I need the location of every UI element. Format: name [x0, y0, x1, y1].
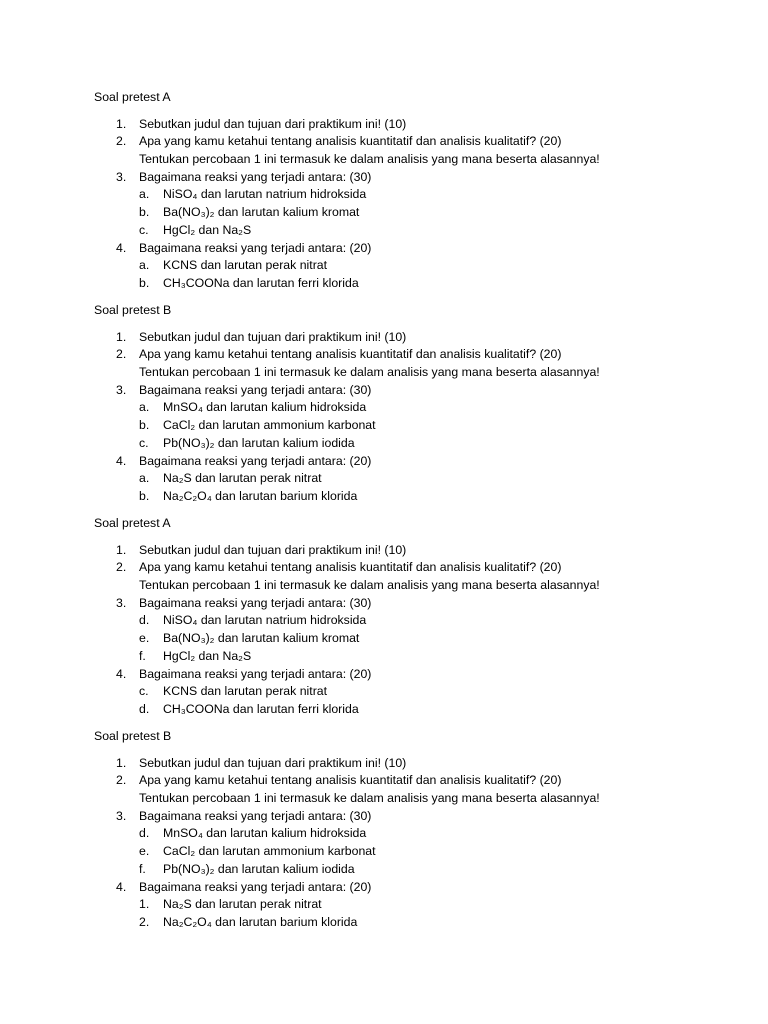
sub-item	[94, 612, 734, 630]
sub-item	[94, 843, 734, 861]
sub-item-label: b.	[139, 205, 150, 220]
sub-item-text: CH₃COONa dan larutan ferri klorida	[163, 701, 359, 716]
question-text: Bagaimana reaksi yang terjadi antara: (20)	[139, 879, 372, 894]
question-number: 2.	[116, 134, 127, 149]
sub-item	[94, 701, 734, 719]
question-item	[94, 595, 734, 613]
sub-item-label: a.	[139, 258, 150, 273]
sub-item-label: e.	[139, 844, 150, 859]
sub-item	[94, 896, 734, 914]
sub-item	[94, 257, 734, 275]
section-pretest	[94, 728, 734, 932]
sub-item-text: MnSO₄ dan larutan kalium hidroksida	[163, 400, 367, 415]
question-list	[94, 116, 734, 293]
sub-item-label: d.	[139, 701, 150, 716]
sub-item-label: 1.	[139, 897, 150, 912]
question-item	[94, 755, 734, 773]
sub-item	[94, 825, 734, 843]
question-list	[94, 755, 734, 932]
question-item	[94, 133, 734, 151]
question-item	[94, 329, 734, 347]
sub-item-label: c.	[139, 222, 149, 237]
sub-item-text: Na₂C₂O₄ dan larutan barium klorida	[163, 914, 358, 929]
section-title: Soal pretest B	[94, 729, 172, 743]
question-number: 3.	[116, 169, 127, 184]
question-text: Sebutkan judul dan tujuan dari praktikum ini! (10)	[139, 755, 407, 770]
question-item	[94, 559, 734, 577]
question-item	[94, 116, 734, 134]
sub-item-text: Ba(NO₃)₂ dan larutan kalium kromat	[163, 631, 360, 646]
sub-item-label: d.	[139, 613, 150, 628]
question-text: Apa yang kamu ketahui tentang analisis kuantitatif dan analisis kualitatif? (20)	[139, 560, 562, 575]
question-text: Sebutkan judul dan tujuan dari praktikum ini! (10)	[139, 116, 407, 131]
question-continuation	[94, 364, 734, 382]
question-number: 3.	[116, 382, 127, 397]
sub-item-label: a.	[139, 471, 150, 486]
sub-item-label: b.	[139, 418, 150, 433]
section-pretest	[94, 515, 734, 719]
question-text: Tentukan percobaan 1 ini termasuk ke dalam analisis yang mana beserta alasannya!	[139, 365, 600, 380]
sub-item	[94, 648, 734, 666]
question-item	[94, 346, 734, 364]
sub-item-label: a.	[139, 187, 150, 202]
sub-item	[94, 417, 734, 435]
sub-item-label: b.	[139, 275, 150, 290]
question-text: Tentukan percobaan 1 ini termasuk ke dalam analisis yang mana beserta alasannya!	[139, 578, 600, 593]
question-text: Bagaimana reaksi yang terjadi antara: (20)	[139, 453, 372, 468]
question-text: Bagaimana reaksi yang terjadi antara: (30)	[139, 595, 372, 610]
question-number: 4.	[116, 879, 127, 894]
sub-item	[94, 275, 734, 293]
question-text: Bagaimana reaksi yang terjadi antara: (20)	[139, 666, 372, 681]
sub-item-label: d.	[139, 826, 150, 841]
sub-item-text: CH₃COONa dan larutan ferri klorida	[163, 275, 359, 290]
question-number: 3.	[116, 595, 127, 610]
question-item	[94, 382, 734, 400]
sub-item	[94, 683, 734, 701]
sub-item-text: HgCl₂ dan Na₂S	[163, 222, 252, 237]
sub-item	[94, 222, 734, 240]
question-continuation	[94, 151, 734, 169]
section-title: Soal pretest A	[94, 516, 171, 530]
sub-item-text: MnSO₄ dan larutan kalium hidroksida	[163, 826, 367, 841]
sub-item-label: f.	[139, 861, 146, 876]
question-text: Bagaimana reaksi yang terjadi antara: (30)	[139, 382, 372, 397]
sub-item-label: 2.	[139, 914, 150, 929]
question-text: Tentukan percobaan 1 ini termasuk ke dalam analisis yang mana beserta alasannya!	[139, 152, 600, 167]
sub-item	[94, 861, 734, 879]
question-number: 2.	[116, 560, 127, 575]
sub-item-text: CaCl₂ dan larutan ammonium karbonat	[163, 418, 376, 433]
question-item	[94, 808, 734, 826]
question-item	[94, 879, 734, 897]
question-text: Apa yang kamu ketahui tentang analisis kuantitatif dan analisis kualitatif? (20)	[139, 773, 562, 788]
question-text: Bagaimana reaksi yang terjadi antara: (20)	[139, 240, 372, 255]
section-pretest	[94, 302, 734, 506]
question-text: Sebutkan judul dan tujuan dari praktikum ini! (10)	[139, 329, 407, 344]
question-number: 1.	[116, 116, 127, 131]
sub-item-label: f.	[139, 648, 146, 663]
sub-item-text: Na₂C₂O₄ dan larutan barium klorida	[163, 488, 358, 503]
sub-item-text: Pb(NO₃)₂ dan larutan kalium iodida	[163, 861, 355, 876]
section-title: Soal pretest A	[94, 90, 171, 104]
question-number: 3.	[116, 808, 127, 823]
question-number: 4.	[116, 240, 127, 255]
sub-item-text: CaCl₂ dan larutan ammonium karbonat	[163, 844, 376, 859]
sub-item-text: NiSO₄ dan larutan natrium hidroksida	[163, 187, 367, 202]
sub-item-label: e.	[139, 631, 150, 646]
question-continuation	[94, 577, 734, 595]
sub-item	[94, 470, 734, 488]
question-text: Apa yang kamu ketahui tentang analisis kuantitatif dan analisis kualitatif? (20)	[139, 347, 562, 362]
sub-item-label: a.	[139, 400, 150, 415]
question-number: 4.	[116, 453, 127, 468]
section-title: Soal pretest B	[94, 303, 172, 317]
sub-item-label: c.	[139, 684, 149, 699]
sub-item-text: KCNS dan larutan perak nitrat	[163, 684, 328, 699]
sub-item	[94, 630, 734, 648]
sub-item-label: c.	[139, 435, 149, 450]
sub-item	[94, 204, 734, 222]
question-item	[94, 666, 734, 684]
sub-item-label: b.	[139, 488, 150, 503]
sub-item-text: KCNS dan larutan perak nitrat	[163, 258, 328, 273]
sub-item	[94, 914, 734, 932]
question-number: 2.	[116, 347, 127, 362]
question-text: Bagaimana reaksi yang terjadi antara: (30)	[139, 808, 372, 823]
question-text: Bagaimana reaksi yang terjadi antara: (30)	[139, 169, 372, 184]
question-list	[94, 542, 734, 719]
question-number: 1.	[116, 542, 127, 557]
sub-item	[94, 399, 734, 417]
question-number: 1.	[116, 329, 127, 344]
sub-item-text: Na₂S dan larutan perak nitrat	[163, 897, 322, 912]
question-text: Tentukan percobaan 1 ini termasuk ke dalam analisis yang mana beserta alasannya!	[139, 791, 600, 806]
question-item	[94, 169, 734, 187]
question-number: 1.	[116, 755, 127, 770]
sub-item	[94, 186, 734, 204]
question-number: 4.	[116, 666, 127, 681]
sub-item	[94, 435, 734, 453]
question-item	[94, 453, 734, 471]
sub-item	[94, 488, 734, 506]
sub-item-text: Pb(NO₃)₂ dan larutan kalium iodida	[163, 435, 355, 450]
question-number: 2.	[116, 773, 127, 788]
question-list	[94, 329, 734, 506]
sub-item-text: HgCl₂ dan Na₂S	[163, 648, 252, 663]
question-item	[94, 772, 734, 790]
question-text: Apa yang kamu ketahui tentang analisis kuantitatif dan analisis kualitatif? (20)	[139, 134, 562, 149]
sub-item-text: Na₂S dan larutan perak nitrat	[163, 471, 322, 486]
question-item	[94, 240, 734, 258]
sub-item-text: Ba(NO₃)₂ dan larutan kalium kromat	[163, 205, 360, 220]
sub-item-text: NiSO₄ dan larutan natrium hidroksida	[163, 613, 367, 628]
section-pretest	[94, 89, 734, 293]
question-text: Sebutkan judul dan tujuan dari praktikum ini! (10)	[139, 542, 407, 557]
question-item	[94, 542, 734, 560]
question-continuation	[94, 790, 734, 808]
